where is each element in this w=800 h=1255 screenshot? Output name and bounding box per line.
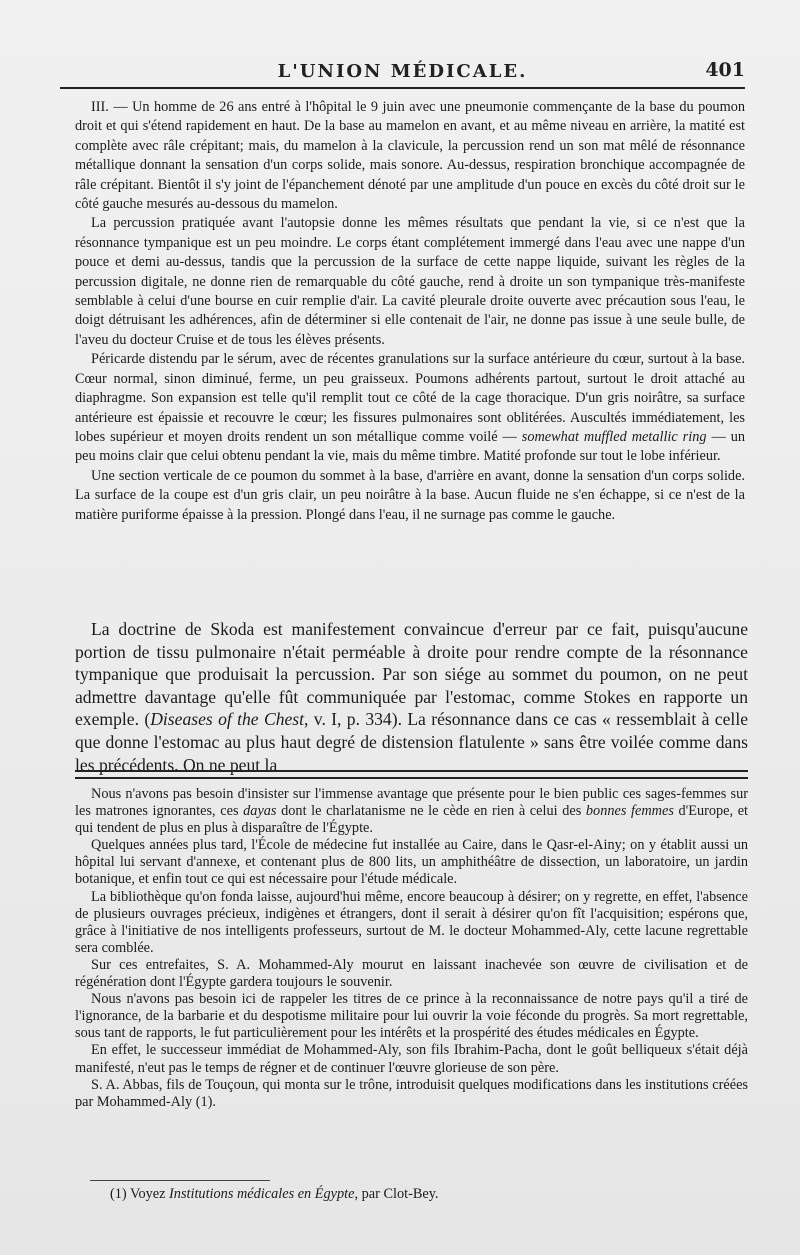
paragraph: Une section verticale de ce poumon du sommet à la base, d'arrière en avant, donne la sensation d'un corps solide. La surface de la coupe est d'un gris clair, un peu noirâtre à la base. Aucun fluide ne s'en échappe, si ce n'est de la matière puriforme épaisse à la pression. Plongé dans l'eau, il ne surnage pas comme le gauche. xyxy=(75,467,745,523)
commentary-text xyxy=(75,618,748,776)
reference-title: Institutions médicales en Égypte xyxy=(169,1186,355,1202)
paragraph: En effet, le successeur immédiat de Mohammed-Aly, son fils Ibrahim-Pacha, dont le goût belliqueux s'était déjà manifesté, n'eut pas le temps de régner et de continuer l'œuvre glorieuse de son père. xyxy=(75,1042,748,1076)
paragraph: La bibliothèque qu'on fonda laisse, aujourd'hui même, encore beaucoup à désirer; on y regrette, en effet, l'absence de plusieurs ouvrages précieux, indigènes et étrangers, dont il serait à désirer qu'on fît l'acquisition; espérons que, grâce à l'initiative de nos intelligents professeurs, surtout de M. le docteur Mohammed-Aly, cette lacune regrettable sera comblée. xyxy=(75,888,748,956)
text-span: dont le charlatanisme ne le cède en rien à celui des xyxy=(281,803,582,820)
text-span: La doctrine de Skoda est manifestement convaincue d'erreur par ce fait, puisqu'aucune portion de tissu pulmonaire n'était perméable à droite pour rendre compte de la résonnance tympanique que produisait la percussion. Par son siége au sommet du poumon, on ne peut admettre davantage qu'elle fût communiquée par l'estomac, comme Stokes en rapporte un exemple. ( xyxy=(75,619,748,730)
page-header xyxy=(60,55,745,89)
paragraph xyxy=(75,618,748,776)
text-span: , par Clot-Bey. xyxy=(354,1186,439,1202)
text-span: Nous n'avons pas besoin d'insister sur l'immense avantage que présente pour le bien public ces sages-femmes sur les matrones ignorantes, ces xyxy=(75,786,748,820)
case-report-text xyxy=(75,98,745,525)
paragraph: III. — Un homme de 26 ans entré à l'hôpital le 9 juin avec une pneumonie commençante de la base du poumon droit et qui s'étend rapidement en haut. De la base au mamelon en avant, et au même niveau en arrière, la matité est complète avec râle crépitant; mais, du mamelon à la clavicule, la percussion rend un son mat mêlé de résonnance métallique donnant la sensation d'un corps solide, mais sonore. Au-dessus, respiration bronchique accompagnée de râle crépitant. Bientôt il s'y joint de l'épanchement dénoté par une amplitude d'un pouce en excès du côté droit sur le côté gauche mesurés au-dessous du mamelon. xyxy=(75,99,745,213)
text-span: Péricarde distendu par le sérum, avec de récentes granulations sur la surface antérieure du cœur, surtout à la base. Cœur normal, sinon diminué, ferme, un peu graisseux. Poumons adhérents partout, surtout le droit attaché au diaphragme. Son expansion est telle qu'il remplit tout ce côté de la cage thoracique. D'un gris noirâtre, sa surface antérieure est épaissie et recouvre le cœur; les fissures pulmonaires sont oblitérées. Auscultés immédiatement, les lobes supérieur et moyen droits rendent un son métallique comme voilé — xyxy=(75,351,745,445)
english-quote: somewhat muffled metallic ring xyxy=(521,428,707,445)
page-number: 401 xyxy=(705,59,745,81)
paragraph: Nous n'avons pas besoin ici de rappeler les titres de ce prince à la reconnaissance de notre pays qu'il a tiré de l'ignorance, de la barbarie et du despotisme militaire pour lui ouvrir la voie féconde du progrès. Sa mort regrettable, sous tant de rapports, le fut particulièrement pour les intérêts et la prospérité des études médicales en Égypte. xyxy=(75,991,748,1042)
text-span: (1) Voyez xyxy=(110,1186,166,1202)
text-span: d'Europe, et qui tendent de plus en plus à disparaître de l'Égypte. xyxy=(75,803,749,837)
italic-term: bonnes femmes xyxy=(585,803,674,820)
italic-term: dayas xyxy=(243,803,277,820)
footnote-reference xyxy=(110,1186,439,1203)
text-span: , v. I, p. 334). La résonnance dans ce cas « ressemblait à celle que donne l'estomac au plus haut degré de distension flatulente » sans être voilée comme dans les précédents. On ne peut la xyxy=(75,709,749,775)
paragraph: Sur ces entrefaites, S. A. Mohammed-Aly mourut en laissant inachevée son œuvre de civilisation et de régénération dont l'Égypte gardera toujours le souvenir. xyxy=(75,956,748,991)
text-span: — un peu moins clair que celui obtenu pendant la vie, mais du même timbre. Matité profonde sur tout le lobe inférieur. xyxy=(75,428,745,465)
feuilleton-text xyxy=(75,786,748,1111)
running-title: L'UNION MÉDICALE. xyxy=(277,61,528,82)
paragraph: S. A. Abbas, fils de Touçoun, qui monta sur le trône, introduisit quelques modifications dans les institutions créées par Mohammed-Aly (1). xyxy=(75,1076,748,1110)
citation-title: Diseases of the Chest xyxy=(150,709,305,730)
paragraph: Quelques années plus tard, l'École de médecine fut installée au Caire, dans le Qasr-el-Ainy; on y établit aussi un hôpital lui servant d'annexe, et contenant plus de 800 lits, un amphithéâtre de dissection, un laboratoire, un jardin botanique, et enfin tout ce qui est nécessaire pour l'étude médicale. xyxy=(75,837,748,888)
double-rule-divider xyxy=(75,770,748,779)
paragraph: La percussion pratiquée avant l'autopsie donne les mêmes résultats que pendant la vie, si ce n'est que la résonnance tympanique est un peu moindre. Le corps étant complétement immergé dans l'eau avec une nappe d'un pouce et demi au-dessus, tandis que la percussion de la surface de cette nappe liquide, suivant les règles de la percussion digitale, ne donne rien de remarquable du côté gauche, rend à droite un son tympanique très-manifeste semblable à celui d'une bourse en cuir remplie d'air. La cavité pleurale droite ouverte avec précaution sous l'eau, le doigt détruisant les adhérences, afin de déterminer si elle contenait de l'air, ne donne pas issue à une seule bulle, de l'aveu du docteur Cruise et de tous les élèves présents. xyxy=(75,215,745,348)
footnote-rule xyxy=(90,1180,270,1181)
paragraph xyxy=(75,350,745,466)
paragraph xyxy=(75,786,748,837)
